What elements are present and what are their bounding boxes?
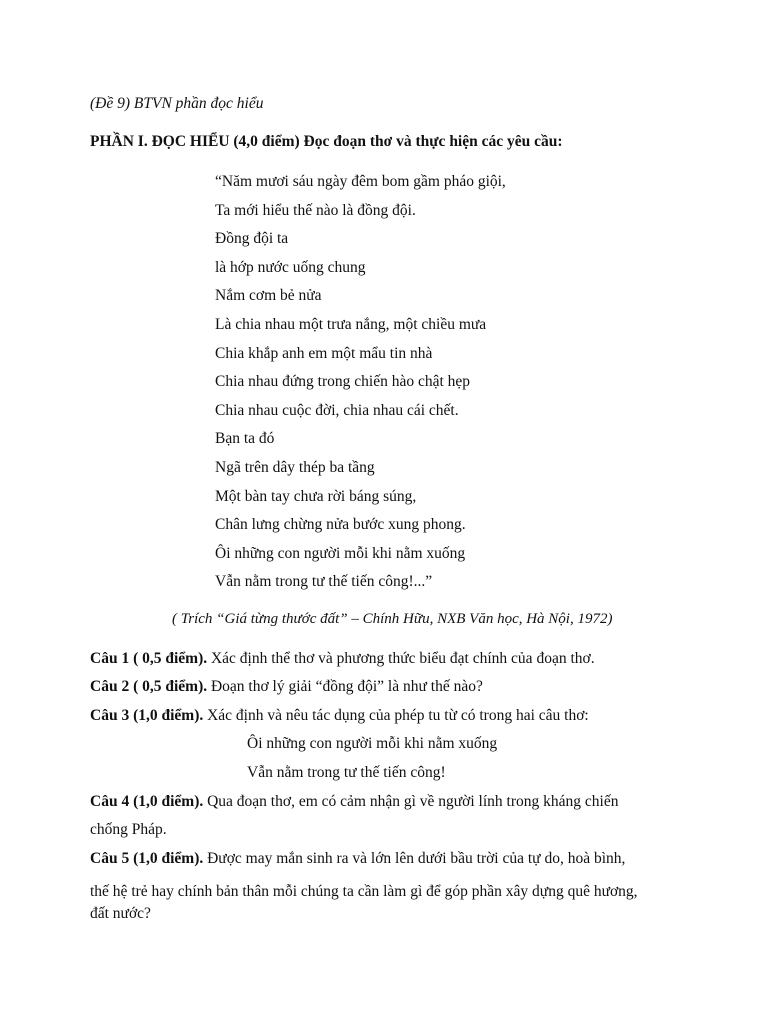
section-title: PHẦN I. ĐỌC HIỂU (4,0 điểm) Đọc đoạn thơ và thực hiện các yêu cầu: bbox=[90, 133, 563, 150]
poem-line: “Năm mươi sáu ngày đêm bom gầm pháo giội, bbox=[215, 173, 506, 190]
question-label: Câu 1 ( 0,5 điểm). bbox=[90, 650, 208, 667]
poem-line: Chia khắp anh em một mẩu tin nhà bbox=[215, 344, 433, 362]
poem-line: Ngã trên dây thép ba tầng bbox=[215, 458, 375, 476]
question-text: Xác định thể thơ và phương thức biểu đạt chính của đoạn thơ. bbox=[207, 650, 595, 667]
question-label: Câu 3 (1,0 điểm). bbox=[90, 707, 204, 724]
poem-line: Nắm cơm bẻ nửa bbox=[215, 287, 322, 305]
question-text: Đoạn thơ lý giải “đồng đội” là như thế nào? bbox=[207, 678, 483, 695]
poem-line: Bạn ta đó bbox=[215, 430, 275, 448]
poem-line: Một bàn tay chưa rời báng súng, bbox=[215, 487, 417, 505]
question-2 bbox=[90, 677, 730, 697]
question-1 bbox=[90, 649, 730, 669]
quoted-verse-line: Ôi những con người mỗi khi nằm xuống bbox=[247, 735, 498, 752]
poem-line: Chia nhau cuộc đời, chia nhau cái chết. bbox=[215, 401, 459, 419]
poem-line: là hớp nước uống chung bbox=[215, 258, 366, 276]
question-label: Câu 5 (1,0 điểm). bbox=[90, 850, 204, 867]
question-label: Câu 2 ( 0,5 điểm). bbox=[90, 678, 208, 695]
poem-line: Là chia nhau một trưa nắng, một chiều mưa bbox=[215, 315, 487, 333]
poem-line: Ta mới hiểu thế nào là đồng đội. bbox=[215, 201, 416, 219]
quoted-verses bbox=[247, 734, 497, 792]
poem-line: Chia nhau đứng trong chiến hào chật hẹp bbox=[215, 373, 471, 391]
poem-line: Chân lưng chừng nửa bước xung phong. bbox=[215, 516, 466, 534]
document-subtitle: (Đề 9) BTVN phần đọc hiểu bbox=[90, 95, 264, 112]
question-3 bbox=[90, 706, 730, 726]
question-5-continuation: đất nước? bbox=[90, 905, 151, 922]
poem-source: ( Trích “Giá từng thước đất” – Chính Hữu, NXB Văn học, Hà Nội, 1972) bbox=[172, 611, 613, 627]
question-text: Qua đoạn thơ, em có cảm nhận gì về người lính trong kháng chiến bbox=[203, 793, 619, 810]
poem-line: Đồng đội ta bbox=[215, 230, 289, 248]
poem bbox=[215, 172, 506, 601]
poem-line: Vẫn nằm trong tư thế tiến công!...” bbox=[215, 573, 433, 591]
question-4 bbox=[90, 792, 730, 812]
question-text: Xác định và nêu tác dụng của phép tu từ có trong hai câu thơ: bbox=[203, 707, 589, 724]
question-label: Câu 4 (1,0 điểm). bbox=[90, 793, 204, 810]
question-5 bbox=[90, 849, 730, 869]
quoted-verse-line: Vẫn nằm trong tư thế tiến công! bbox=[247, 764, 446, 781]
poem-line: Ôi những con người mỗi khi nằm xuống bbox=[215, 544, 466, 562]
question-5-continuation: thế hệ trẻ hay chính bản thân mỗi chúng ta cần làm gì để góp phần xây dựng quê hương, bbox=[90, 883, 638, 900]
question-4-continuation: chống Pháp. bbox=[90, 821, 167, 838]
question-text: Được may mắn sinh ra và lớn lên dưới bầu trời của tự do, hoà bình, bbox=[203, 850, 626, 867]
